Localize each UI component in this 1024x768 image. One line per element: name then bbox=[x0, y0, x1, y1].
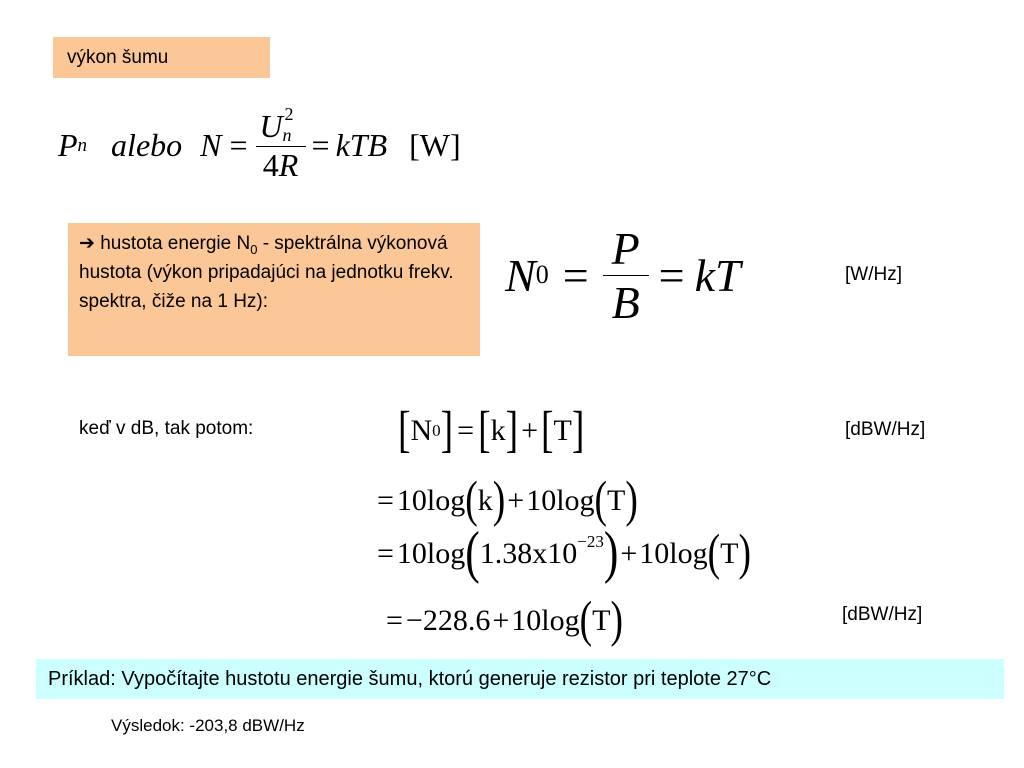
value-constant: −228.6 bbox=[405, 604, 491, 637]
unit-dbw-per-hz: [dBW/Hz] bbox=[842, 604, 923, 625]
symbol-N: N bbox=[410, 414, 433, 447]
symbol-N: N bbox=[200, 127, 222, 163]
symbol-k: k bbox=[477, 484, 493, 517]
term-10log: 10log bbox=[511, 604, 580, 637]
symbol-N: N bbox=[505, 249, 536, 301]
noise-power-formula: P n alebo N = U 2 n 4R = kTB [W] bbox=[58, 103, 461, 183]
plus-sign: + bbox=[620, 537, 638, 570]
word-alebo: alebo bbox=[111, 127, 183, 163]
plus-sign: + bbox=[521, 414, 539, 447]
term-kTB: kTB bbox=[335, 127, 388, 163]
result-text: Výsledok: -203,8 dBW/Hz bbox=[111, 716, 305, 735]
term-10log: 10log bbox=[526, 484, 595, 517]
equals-sign: = bbox=[311, 127, 330, 163]
fraction-U2-over-4R bbox=[256, 103, 306, 184]
paren-open: ( bbox=[465, 472, 478, 529]
section-title bbox=[53, 37, 270, 78]
term-kT: kT bbox=[694, 249, 741, 301]
subscript-0: 0 bbox=[250, 241, 258, 257]
paren-open: ( bbox=[707, 525, 721, 582]
unit-w-per-hz: [W/Hz] bbox=[845, 264, 902, 285]
definition-text: hustota energie N bbox=[94, 233, 251, 254]
superscript-2: 2 bbox=[284, 103, 294, 124]
db-line-3: = 10log ( 1.38x10 $^{-23}$ ) + 10log ( T ) bbox=[377, 520, 751, 586]
plus-sign: + bbox=[492, 604, 510, 637]
paren-close: ) bbox=[738, 525, 751, 582]
symbol-U: U bbox=[259, 107, 283, 144]
equals-sign: = bbox=[377, 537, 394, 570]
symbol-R: R bbox=[278, 146, 299, 183]
db-line-4 bbox=[386, 592, 623, 649]
symbol-P: P bbox=[58, 127, 78, 163]
value-boltzmann: 1.38x10 bbox=[479, 537, 578, 570]
unit-dbw-per-hz: [dBW/Hz] bbox=[845, 419, 926, 440]
fraction-P-over-B bbox=[603, 222, 649, 329]
symbol-T: T bbox=[720, 537, 739, 570]
equals-sign: = bbox=[386, 604, 403, 637]
paren-close: ) bbox=[492, 472, 506, 529]
bracket-close: ] bbox=[440, 402, 454, 459]
bracket-close: ] bbox=[505, 402, 519, 459]
equals-sign: = bbox=[457, 414, 475, 447]
symbol-P: P bbox=[611, 222, 640, 274]
symbol-k: k bbox=[490, 414, 506, 447]
db-line-1: [ N 0 ] = [ k ] + [ T ] bbox=[398, 402, 585, 459]
equals-sign: = bbox=[377, 484, 394, 517]
unit-watt: [W] bbox=[409, 127, 461, 163]
db-line-2 bbox=[377, 472, 638, 529]
paren-open: ( bbox=[579, 592, 593, 649]
symbol-T: T bbox=[592, 604, 611, 637]
term-10log: 10log bbox=[639, 537, 708, 570]
example-text: Príklad: Vypočítajte hustotu energie šumu, ktorú generuje rezistor pri teplote 27°C bbox=[48, 668, 772, 690]
paren-close: ) bbox=[625, 472, 638, 529]
bracket-open: [ bbox=[478, 402, 491, 459]
paren-open: ( bbox=[465, 520, 480, 586]
paren-close: ) bbox=[603, 520, 619, 586]
arrow-icon: ➔ bbox=[79, 233, 95, 254]
digit-4: 4 bbox=[262, 146, 279, 183]
example-box bbox=[36, 659, 1004, 699]
symbol-T: T bbox=[553, 414, 572, 447]
symbol-B: B bbox=[611, 276, 640, 328]
definition-text-rest: - spektrálna výkonová hustota (výkon pripadajúci na jednotku frekv. spektra, čiže na 1 Hz): bbox=[79, 233, 454, 312]
plus-sign: + bbox=[507, 484, 525, 517]
db-label: keď v dB, tak potom: bbox=[79, 418, 254, 439]
subscript-n: n bbox=[282, 124, 292, 145]
spectral-density-formula: N 0 = $\frac{P}{B}$ = kT bbox=[505, 222, 741, 328]
bracket-open: [ bbox=[398, 402, 411, 459]
bracket-close: ] bbox=[571, 402, 585, 459]
section-title-label: výkon šumu bbox=[67, 47, 169, 68]
definition-box bbox=[68, 223, 480, 356]
equals-sign: = bbox=[658, 249, 685, 301]
equals-sign: = bbox=[562, 249, 589, 301]
paren-close: ) bbox=[610, 592, 623, 649]
paren-open: ( bbox=[594, 472, 608, 529]
symbol-T: T bbox=[607, 484, 626, 517]
bracket-open: [ bbox=[541, 402, 554, 459]
term-10log: 10log bbox=[396, 537, 466, 570]
term-10log: 10log bbox=[396, 484, 466, 517]
equals-sign: = bbox=[229, 127, 248, 163]
